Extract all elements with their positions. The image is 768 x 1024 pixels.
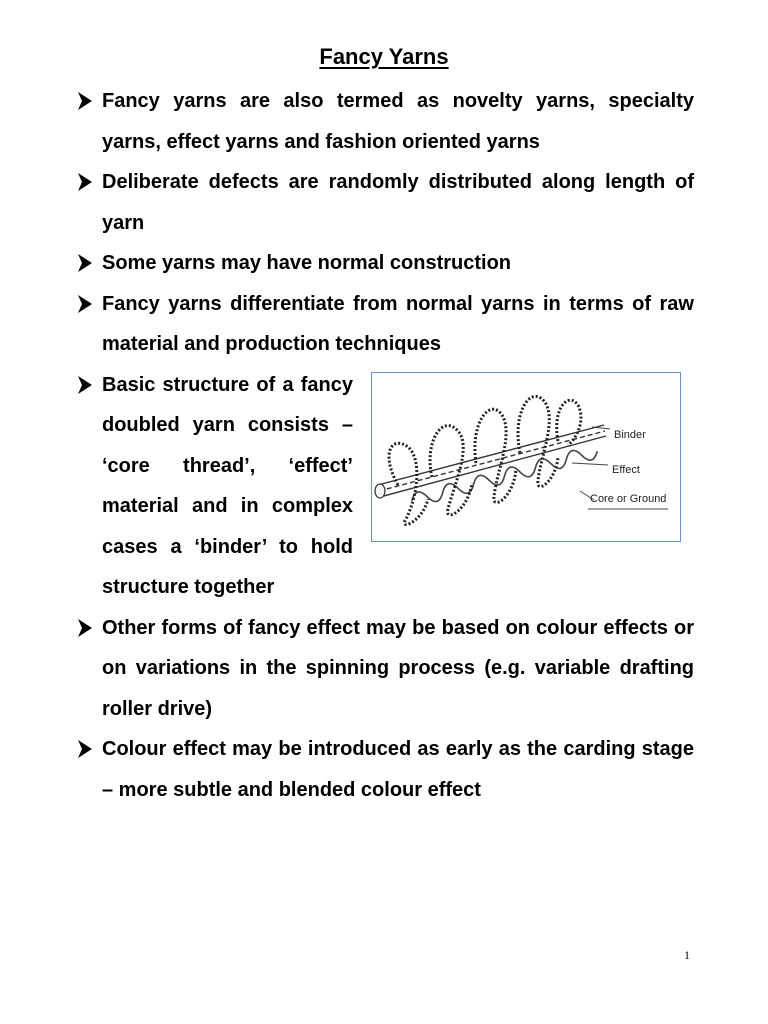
arrow-bullet-icon bbox=[75, 284, 99, 324]
arrow-bullet-icon bbox=[75, 729, 99, 769]
effect-loops bbox=[389, 396, 581, 524]
page-number: 1 bbox=[684, 948, 690, 962]
bullet-text: Basic structure of a fancy doubled yarn consists – ‘core thread’, ‘effect’ material and in complex cases a ‘binder’ to hold structure together bbox=[102, 373, 353, 598]
bullet-item bbox=[75, 729, 694, 810]
core-label: Core or Ground bbox=[590, 492, 667, 505]
core-end bbox=[375, 484, 385, 498]
figure-slot bbox=[367, 369, 694, 546]
bullet-item bbox=[75, 608, 694, 730]
effect-label: Effect bbox=[612, 463, 640, 476]
bullet-text: Fancy yarns differentiate from normal yarns in terms of raw material and production techniques bbox=[102, 292, 694, 355]
page-title: Fancy Yarns bbox=[319, 44, 449, 69]
arrow-bullet-icon bbox=[75, 162, 99, 202]
yarn-diagram-svg bbox=[372, 373, 680, 541]
binder-strand bbox=[410, 444, 599, 507]
arrow-bullet-icon bbox=[75, 243, 99, 283]
arrow-bullet-icon bbox=[75, 81, 99, 121]
bullet-item bbox=[75, 243, 694, 284]
arrow-bullet-icon bbox=[75, 608, 99, 648]
bullet-list bbox=[75, 81, 694, 810]
bullet-item bbox=[75, 365, 694, 608]
bullet-item bbox=[75, 81, 694, 162]
bullet-text: Fancy yarns are also termed as novelty yarns, specialty yarns, effect yarns and fashion oriented yarns bbox=[102, 90, 694, 153]
yarn-structure-diagram bbox=[371, 372, 681, 542]
bullet-item bbox=[75, 284, 694, 365]
binder-label: Binder bbox=[614, 428, 646, 441]
bullet-text: Some yarns may have normal construction bbox=[102, 252, 512, 274]
bullet-item bbox=[75, 162, 694, 243]
bullet-text: Deliberate defects are randomly distributed along length of yarn bbox=[102, 171, 694, 234]
arrow-bullet-icon bbox=[75, 365, 99, 405]
bullet-text: Other forms of fancy effect may be based on colour effects or on variations in the spinning process (e.g. variable drafting roller drive) bbox=[102, 616, 694, 720]
bullet-text: Colour effect may be introduced as early as the carding stage – more subtle and blended colour effect bbox=[102, 738, 694, 801]
core-strand bbox=[378, 425, 606, 497]
